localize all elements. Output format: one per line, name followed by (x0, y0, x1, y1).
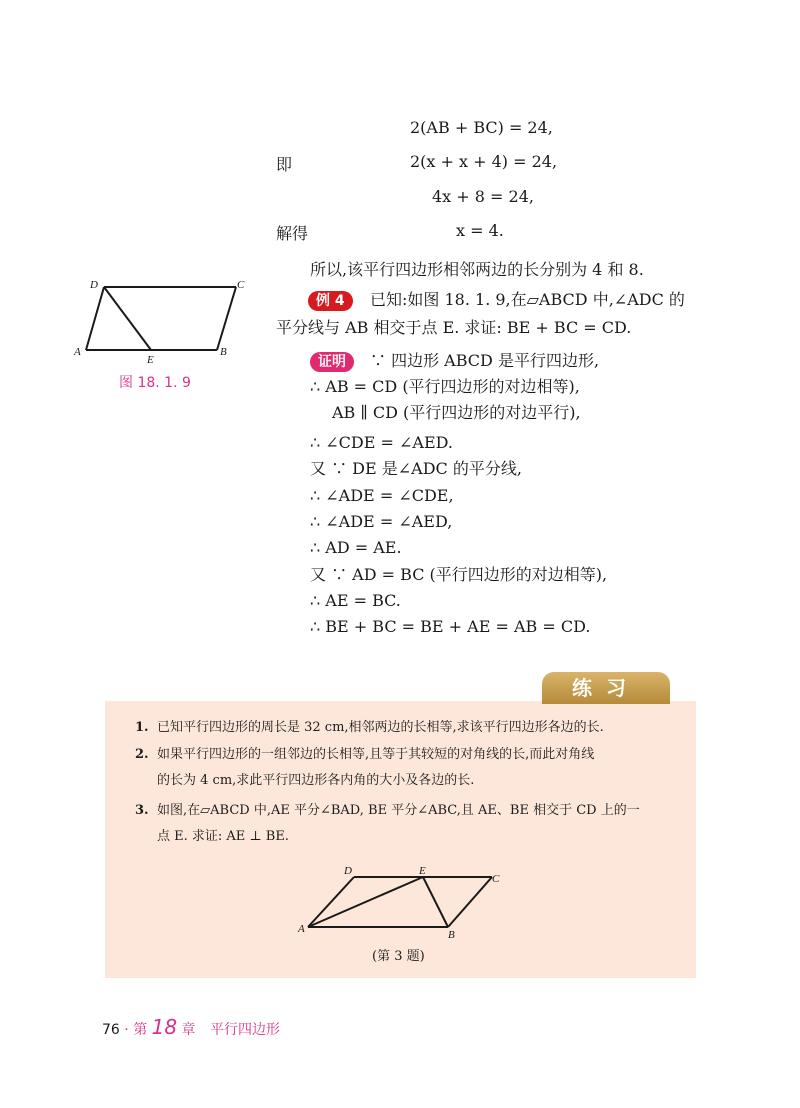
proof-line: ∴ AE = BC. (310, 591, 401, 610)
proof-line: ∴ AD = AE. (310, 538, 402, 557)
eq-line-2: 2(x + x + 4) = 24, (410, 152, 558, 171)
fig1-label-a: A (74, 346, 81, 358)
exercise-figure-caption: (第 3 题) (372, 949, 425, 964)
exercise-item-3-cont: 点 E. 求证: AE ⊥ BE. (157, 829, 289, 844)
fig1-label-c: C (237, 279, 245, 291)
chapter-suffix: 章 (181, 1022, 196, 1038)
chapter-title: 平行四边形 (210, 1022, 280, 1038)
fig2-label-c: C (492, 873, 500, 885)
conclusion: 所以,该平行四边形相邻两边的长分别为 4 和 8. (310, 260, 644, 279)
fig1-label-d: D (90, 279, 98, 291)
exercise-item-3: 3. 如图,在▱ABCD 中,AE 平分∠BAD, BE 平分∠ABC,且 AE、BE 相交于 CD 上的一 (135, 803, 640, 818)
page-number: 76 (102, 1022, 120, 1038)
figure-18-1-9 (70, 278, 250, 368)
example-4-line-2: 平分线与 AB 相交于点 E. 求证: BE + BC = CD. (276, 318, 632, 337)
fig2-label-e: E (419, 865, 426, 877)
footer-dot: · (124, 1022, 129, 1038)
fig2-label-a: A (298, 923, 305, 935)
exercise-item-1: 1. 已知平行四边形的周长是 32 cm,相邻两边的长相等,求该平行四边形各边的长. (135, 720, 604, 735)
proof-line: 又 ∵ AD = BC (平行四边形的对边相等), (310, 565, 608, 584)
exercise-item-2-cont: 的长为 4 cm,求此平行四边形各内角的大小及各边的长. (157, 773, 475, 788)
eq-line-3: 4x + 8 = 24, (432, 187, 534, 206)
page-footer (102, 1015, 280, 1039)
proof-line: ∵ 四边形 ABCD 是平行四边形, (370, 351, 600, 370)
chapter-number: 18 (151, 1015, 178, 1039)
proof-line: ∴ ∠CDE = ∠AED. (310, 433, 453, 452)
eq-line-4: x = 4. (456, 221, 504, 240)
proof-tag: 证明 (310, 351, 354, 372)
fig1-label-b: B (220, 346, 227, 358)
fig1-label-e: E (147, 354, 154, 366)
proof-line: ∴ AB = CD (平行四边形的对边相等), (310, 377, 580, 396)
proof-line: 又 ∵ DE 是∠ADC 的平分线, (310, 459, 522, 478)
chapter-prefix: 第 (133, 1022, 148, 1038)
exercise-heading: 练习 (542, 672, 670, 704)
proof-line: ∴ BE + BC = BE + AE = AB = CD. (310, 617, 591, 636)
label-ji: 即 (276, 155, 293, 174)
exercise-3-figure (296, 862, 506, 942)
exercise-item-2: 2. 如果平行四边形的一组邻边的长相等,且等于其较短的对角线的长,而此对角线 (135, 747, 595, 762)
example-4-tag: 例 4 (308, 290, 353, 311)
fig2-label-d: D (344, 865, 352, 877)
eq-line-1: 2(AB + BC) = 24, (410, 118, 553, 137)
fig2-label-b: B (448, 929, 455, 941)
label-jiede: 解得 (276, 224, 309, 243)
example-4-line-1: 已知:如图 18. 1. 9,在▱ABCD 中,∠ADC 的 (370, 290, 685, 309)
proof-line: ∴ ∠ADE = ∠AED, (310, 512, 453, 531)
figure-1-caption: 图 18. 1. 9 (119, 375, 191, 391)
proof-line: AB ∥ CD (平行四边形的对边平行), (332, 403, 581, 422)
proof-line: ∴ ∠ADE = ∠CDE, (310, 486, 454, 505)
